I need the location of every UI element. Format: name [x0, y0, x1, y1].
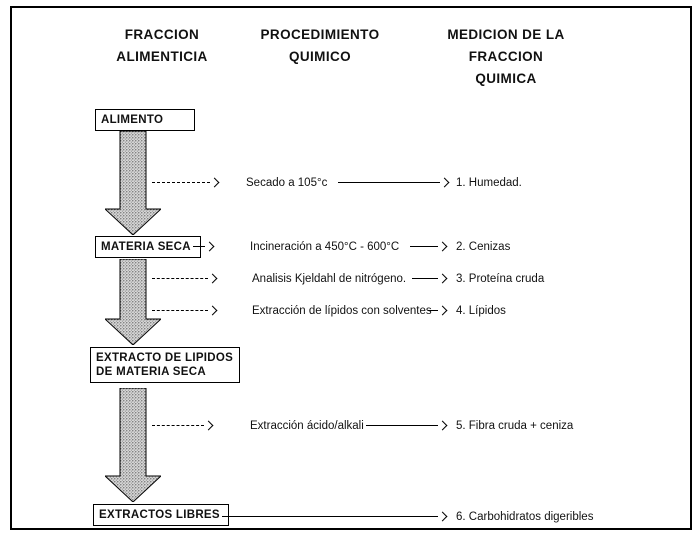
box-alimento: ALIMENTO — [95, 109, 195, 131]
connector-line-step3-right — [412, 278, 438, 279]
box-extractos-libres: EXTRACTOS LIBRES — [93, 504, 229, 526]
box-line-2: DE MATERIA SECA — [96, 366, 206, 378]
procedure-label-step3: Analisis Kjeldahl de nitrógeno. — [252, 273, 407, 285]
connector-line-step5-left — [152, 425, 204, 426]
header-line-2: FRACCION — [468, 49, 544, 64]
connector-line-step1-right — [338, 182, 440, 183]
connector-line-step5-right — [366, 425, 438, 426]
down-arrow-alimento-to-materia-seca — [105, 131, 161, 235]
header-line-3: QUIMICA — [475, 71, 537, 86]
header-line-2: QUIMICO — [288, 49, 352, 64]
box-line-1: EXTRACTO DE LIPIDOS — [96, 352, 234, 364]
box-extracto-de-lipidos — [90, 347, 240, 383]
connector-line-step2-right — [410, 246, 438, 247]
connector-line-step2-left — [193, 246, 205, 247]
column-header-medicion-fraccion-quimica — [440, 24, 572, 90]
measurement-label-step5: 5. Fibra cruda + ceniza — [456, 420, 574, 432]
down-arrow-extracto-to-extractos-libres — [105, 388, 161, 502]
header-line-1: PROCEDIMIENTO — [260, 27, 380, 42]
procedure-label-step1: Secado a 105°c — [246, 177, 328, 189]
box-materia-seca: MATERIA SECA — [95, 236, 201, 258]
measurement-label-step3: 3. Proteína cruda — [456, 273, 545, 285]
procedure-label-step4: Extracción de lípidos con solventes — [252, 305, 432, 317]
connector-line-step6 — [222, 516, 438, 517]
connector-line-step1-left — [152, 182, 210, 183]
connector-line-step3-left — [152, 278, 208, 279]
header-line-2: ALIMENTICIA — [116, 49, 208, 64]
column-header-procedimiento-quimico — [252, 24, 388, 68]
measurement-label-step1: 1. Humedad. — [456, 177, 522, 189]
connector-line-step4-left — [152, 310, 208, 311]
column-header-fraccion-alimenticia — [100, 24, 224, 68]
measurement-label-step2: 2. Cenizas — [456, 241, 511, 253]
header-line-1: FRACCION — [124, 27, 200, 42]
procedure-label-step2: Incineración a 450°C - 600°C — [250, 241, 400, 253]
measurement-label-step6: 6. Carbohidratos digeribles — [456, 511, 594, 523]
measurement-label-step4: 4. Lípidos — [456, 305, 506, 317]
down-arrow-materia-seca-to-extracto — [105, 259, 161, 345]
header-line-1: MEDICION DE LA — [447, 27, 565, 42]
procedure-label-step5: Extracción ácido/alkali — [250, 420, 364, 432]
